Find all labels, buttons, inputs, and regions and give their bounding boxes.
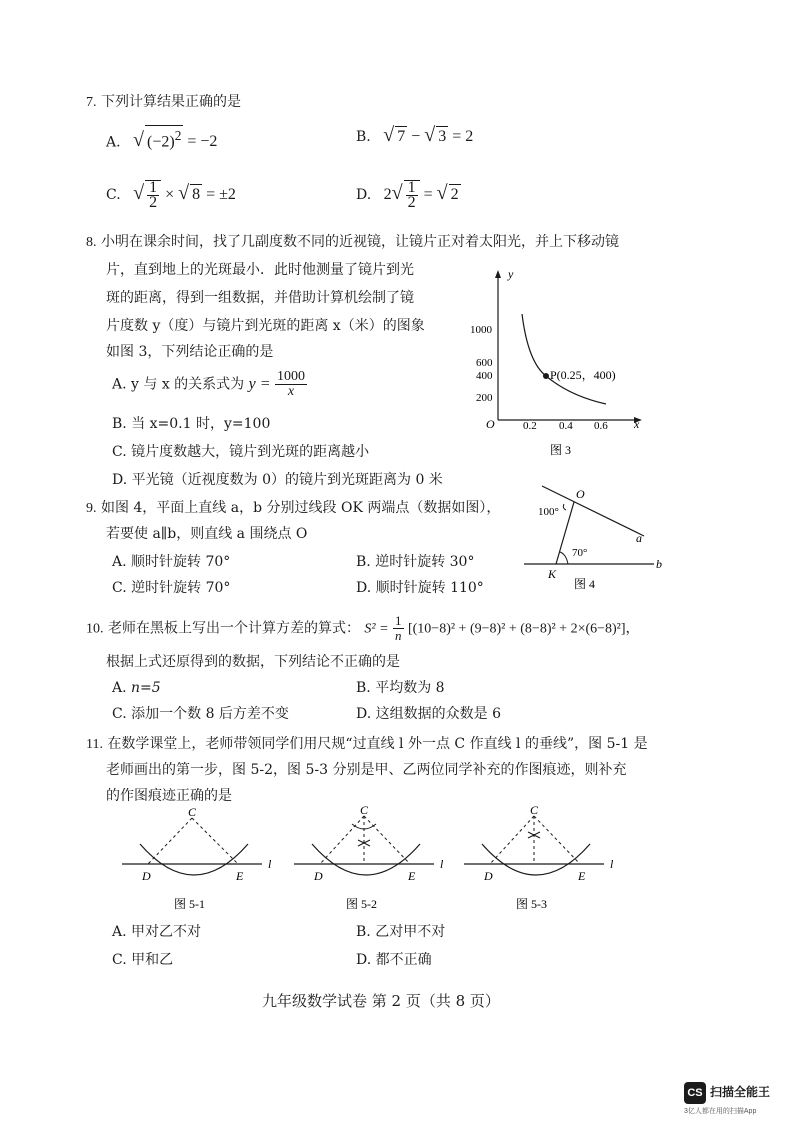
q8-option-b-text: 当 x=0.1 时，y=100 — [131, 416, 271, 432]
q8-line-2: 片，直到地上的光斑最小．此时他测量了镜片到光 — [106, 262, 414, 278]
q10-option-d — [356, 704, 501, 724]
q8-option-d-text: 平光镜（近视度数为 0）的镜片到光斑距离为 0 米 — [131, 472, 443, 488]
radical-sign-icon: √ — [424, 124, 436, 146]
q10-option-b — [356, 678, 445, 698]
q7-d-radicand-1 — [404, 180, 420, 210]
radical-sign-icon: √ — [436, 182, 448, 205]
q8-option-a-lhs: y = — [248, 375, 271, 393]
q9-option-d — [356, 578, 484, 598]
q9-option-b-text: 逆时针旋转 30° — [375, 554, 475, 570]
q9-option-a-label: A. — [112, 554, 127, 570]
figure-5-1 — [118, 806, 278, 916]
q7-a-exponent: 2 — [174, 128, 182, 143]
q8-option-d — [112, 470, 443, 490]
q11-option-d-label: D. — [356, 952, 372, 968]
q7-c-radicand-2: 8 — [192, 186, 201, 204]
q7-b-rhs: = 2 — [452, 128, 474, 145]
radical-sign-icon: √ — [133, 182, 145, 205]
q7-option-b-expr — [383, 124, 474, 146]
q7-option-a-label: A. — [106, 134, 121, 151]
q8-line-1-text: 小明在课余时间，找了几副度数不同的近视镜，让镜片正对着太阳光，并上下移动镜 — [100, 234, 619, 250]
q11-option-a-text: 甲对乙不对 — [131, 924, 202, 940]
line-l-label: l — [610, 857, 614, 871]
q7-option-b-label: B. — [356, 129, 371, 145]
q7-number: 7. — [86, 95, 97, 110]
q8-option-c-label: C. — [112, 444, 127, 460]
point-d-label: D — [142, 869, 151, 883]
q9-option-a-text: 顺时针旋转 70° — [131, 554, 231, 570]
q8-line-5: 如图 3，下列结论正确的是 — [106, 344, 274, 360]
q7-option-d-label: D. — [356, 187, 372, 204]
q7-a-radicand — [145, 125, 183, 152]
q8-number: 8. — [86, 235, 97, 250]
q10-stem-text: 老师在黑板上写出一个计算方差的算式： — [107, 620, 360, 637]
x-tick-0.4: 0.4 — [559, 420, 573, 432]
q9-line-1 — [86, 498, 500, 519]
q7-c-frac-den: 2 — [149, 194, 158, 211]
q9-option-c-text: 逆时针旋转 70° — [131, 580, 231, 596]
q9-option-b-label: B. — [356, 554, 371, 570]
q10-option-a-text: n=5 — [131, 680, 161, 696]
x-axis-label: x — [634, 417, 640, 431]
figure-4-caption: 图 4 — [574, 577, 596, 591]
radical-sign-icon: √ — [133, 129, 144, 152]
point-e-label: E — [408, 869, 416, 883]
q8-line-1 — [86, 232, 619, 253]
line-b-label: b — [656, 557, 662, 571]
q9-option-c-label: C. — [112, 580, 127, 596]
dashed-ce — [192, 818, 238, 864]
q10-line-1 — [86, 614, 640, 643]
q7-option-b — [356, 125, 473, 147]
q7-d-eq: = — [423, 186, 433, 204]
q11-option-b-text: 乙对甲不对 — [375, 924, 446, 940]
q10-line-2: 根据上式还原得到的数据，下列结论不正确的是 — [106, 654, 400, 670]
figure-3-caption: 图 3 — [550, 443, 572, 457]
point-e-label: E — [236, 869, 244, 883]
q11-option-b-label: B. — [356, 924, 371, 940]
figure-3-graph — [470, 262, 660, 462]
q7-option-c-expr — [133, 179, 236, 211]
q10-option-a-label: A. — [112, 680, 127, 696]
q11-number: 11. — [86, 737, 103, 752]
q8-option-c-text: 镜片度数越大，镜片到光斑的距离越小 — [131, 444, 370, 460]
point-e-label: E — [578, 869, 586, 883]
q7-option-a — [106, 125, 217, 152]
q10-option-b-label: B. — [356, 680, 371, 696]
point-o-label: O — [576, 487, 585, 501]
q9-line-2: 若要使 a∥b，则直线 a 围绕点 O — [106, 526, 308, 542]
q10-formula-rhs: [(10−8)² + (9−8)² + (8−8)² + 2×(6−8)²]， — [407, 621, 640, 637]
line-l-label: l — [268, 857, 272, 871]
q7-b-operator: − — [411, 128, 421, 145]
scanner-watermark — [684, 1080, 788, 1116]
q7-d-frac-den: 2 — [407, 194, 416, 211]
q7-d-radicand-2: 2 — [450, 186, 459, 204]
q10-option-d-text: 这组数据的众数是 6 — [375, 706, 501, 722]
q9-option-d-text: 顺时针旋转 110° — [375, 580, 484, 596]
figure-5-3 — [460, 800, 620, 916]
dashed-ce — [534, 816, 580, 864]
x-tick-0.2: 0.2 — [523, 420, 537, 432]
q7-option-a-expr — [133, 128, 218, 152]
q11-line-3: 的作图痕迹正确的是 — [106, 788, 232, 804]
point-k-label: K — [548, 567, 557, 581]
q8-option-a-frac-num: 1000 — [276, 369, 305, 384]
y-tick-400: 400 — [476, 370, 493, 382]
q9-number: 9. — [86, 501, 97, 516]
figure-5-2 — [290, 800, 450, 916]
y-axis-label: y — [508, 267, 514, 281]
q8-option-a-frac-den: x — [287, 384, 295, 399]
point-d-label: D — [484, 869, 493, 883]
q7-stem-text: 下列计算结果正确的是 — [100, 94, 241, 110]
angle-arc-k — [560, 552, 568, 564]
figure-5-1-caption: 图 5-1 — [174, 897, 205, 911]
q9-option-a — [112, 552, 230, 572]
q10-option-d-label: D. — [356, 706, 372, 722]
q11-line-2: 老师画出的第一步，图 5-2，图 5-3 分别是甲、乙两位同学补充的作图痕迹，则补充 — [106, 762, 627, 778]
arc-de — [140, 844, 248, 875]
q10-formula-lhs: S² = — [364, 621, 389, 637]
q9-option-b — [356, 552, 474, 572]
dashed-cd — [320, 816, 364, 864]
q7-d-coef: 2 — [383, 186, 392, 204]
q7-d-frac-num: 1 — [407, 179, 416, 196]
q7-b-radicand-1: 7 — [397, 128, 406, 145]
q11-option-a — [112, 922, 201, 942]
q7-c-radicand-1 — [145, 180, 161, 210]
arc-de — [312, 844, 420, 875]
q10-option-c — [112, 704, 289, 724]
watermark-name: 扫描全能王 — [710, 1085, 771, 1099]
dashed-ce — [364, 816, 410, 864]
q11-option-d-text: 都不正确 — [375, 952, 432, 968]
q11-option-c-text: 甲和乙 — [131, 952, 174, 968]
q7-c-operator: × — [165, 186, 175, 204]
q9-option-d-label: D. — [356, 580, 372, 596]
camscanner-logo-icon: CS — [684, 1082, 706, 1104]
origin-label: O — [486, 417, 495, 431]
q11-option-b — [356, 922, 445, 942]
point-c-label: C — [360, 803, 369, 817]
angle-70-label: 70° — [572, 547, 588, 559]
radical-sign-icon: √ — [391, 182, 403, 205]
inverse-curve — [522, 314, 606, 404]
figure-4-diagram — [520, 478, 670, 592]
point-c-label: C — [188, 806, 197, 819]
q7-option-c-label: C. — [106, 187, 121, 204]
y-tick-1000: 1000 — [470, 324, 492, 336]
point-d-label: D — [314, 869, 323, 883]
q10-frac-num: 1 — [395, 613, 402, 628]
radical-sign-icon: √ — [178, 182, 190, 205]
q9-option-c — [112, 578, 230, 598]
q11-line-1 — [86, 734, 648, 755]
q10-option-c-text: 添加一个数 8 后方差不变 — [131, 706, 289, 722]
q8-option-b — [112, 414, 270, 434]
q7-c-rhs: = ±2 — [206, 186, 236, 204]
q11-option-c-label: C. — [112, 952, 127, 968]
q7-b-radicand-2: 3 — [438, 128, 447, 145]
dashed-cd — [148, 818, 192, 864]
q10-number: 10. — [86, 621, 104, 637]
line-l-label: l — [440, 857, 444, 871]
line-a-label: a — [636, 531, 642, 545]
figure-5-2-caption: 图 5-2 — [346, 897, 377, 911]
angle-arc-o — [563, 504, 566, 510]
q8-option-a — [112, 370, 307, 399]
y-tick-200: 200 — [476, 392, 493, 404]
q10-frac-den: n — [395, 628, 402, 643]
q10-option-c-label: C. — [112, 706, 127, 722]
point-p-label: P(0.25，400) — [550, 368, 616, 382]
q11-line-1-text: 在数学课堂上，老师带领同学们用尺规“过直线 l 外一点 C 作直线 l 的垂线”，图 5-1 是 — [107, 736, 648, 752]
q10-option-b-text: 平均数为 8 — [375, 680, 445, 696]
q7-option-d-expr — [383, 179, 461, 211]
q7-stem — [86, 92, 241, 113]
point-c-label: C — [530, 803, 539, 817]
q8-option-d-label: D. — [112, 472, 128, 488]
y-axis-arrow-icon — [495, 270, 501, 278]
q8-line-3: 斑的距离，得到一组数据，并借助计算机绘制了镜 — [106, 290, 414, 306]
page-footer: 九年级数学试卷 第 2 页（共 8 页） — [262, 992, 500, 1010]
q10-option-a — [112, 678, 161, 698]
q11-option-d — [356, 950, 432, 970]
arc-de — [482, 844, 590, 875]
q8-option-a-label: A. — [112, 376, 127, 393]
q7-option-c — [106, 180, 236, 210]
q8-line-4: 片度数 y（度）与镜片到光斑的距离 x（米）的图象 — [106, 318, 425, 334]
q7-a-rhs: = −2 — [187, 133, 218, 151]
q7-option-d — [356, 180, 461, 210]
x-tick-0.6: 0.6 — [594, 420, 608, 432]
radical-sign-icon: √ — [383, 124, 395, 146]
point-p — [543, 373, 549, 379]
q8-option-b-label: B. — [112, 416, 127, 432]
y-tick-600: 600 — [476, 357, 493, 369]
dashed-cd — [490, 816, 534, 864]
q11-option-a-label: A. — [112, 924, 127, 940]
figure-5-3-caption: 图 5-3 — [516, 897, 547, 911]
q7-a-base: (−2) — [147, 133, 175, 151]
q11-option-c — [112, 950, 173, 970]
q8-option-c — [112, 442, 369, 462]
watermark-subtitle: 3亿人都在用的扫描App — [684, 1108, 757, 1115]
q9-line-1-text: 如图 4，平面上直线 a，b 分别过线段 OK 两端点（数据如图）， — [100, 500, 501, 516]
q7-c-frac-num: 1 — [149, 179, 158, 196]
angle-100-label: 100° — [538, 506, 559, 518]
q8-option-a-text: y 与 x 的关系式为 — [131, 376, 245, 393]
